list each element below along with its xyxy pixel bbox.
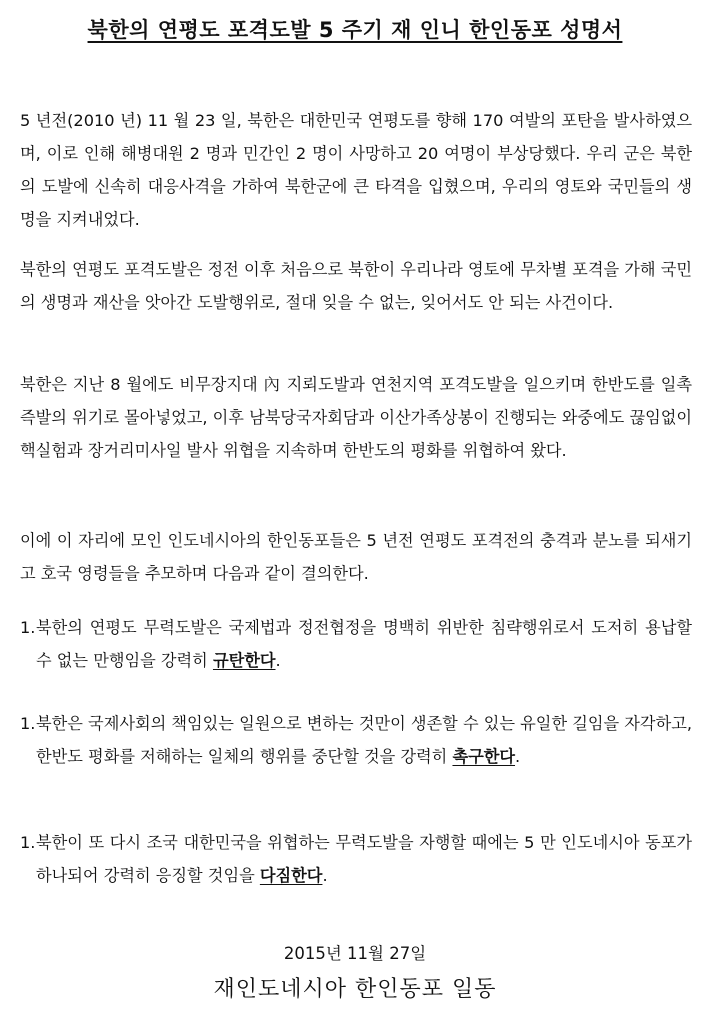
paragraph-3: 북한은 지난 8 월에도 비무장지대 內 지뢰도발과 연천지역 포격도발을 일으키며 한반도를 일촉즉발의 위기로 몰아넣었고, 이후 남북당국자회담과 이산가족상봉이 진행되는 와중에도 끊임없이 핵실험과 장거리미사일 발사 위협을 지속하며 한반도의 평화를 위협하여 왔다. — [20, 375, 692, 460]
resolution-2 — [20, 707, 692, 773]
paragraph-1: 5 년전(2010 년) 11 월 23 일, 북한은 대한민국 연평도를 향해 170 여발의 포탄을 발사하였으며, 이로 인해 해병대원 2 명과 민간인 2 명이 사망하고 20 여명이 부상당했다. 우리 군은 북한의 도발에 신속히 대응사격을 가하여 북한군에 큰 타격을 입혔으며, 우리의 영토와 국민들의 생명을 지켜내었다. — [20, 111, 692, 229]
statement-date: 2015년 11월 27일 — [283, 944, 427, 963]
resolution-1-number: 1. — [20, 618, 36, 637]
resolution-1-body — [20, 611, 692, 677]
resolution-1 — [20, 611, 692, 677]
signatory: 재인도네시아 한인동포 일동 — [213, 977, 497, 1002]
resolution-1-emphasis: 규탄한다 — [212, 651, 276, 670]
resolution-2-number: 1. — [20, 714, 36, 733]
resolution-1-end: . — [275, 651, 281, 670]
resolution-3-end: . — [322, 866, 328, 885]
document-title-text: 북한의 연평도 포격도발 5 주기 재 인니 한인동포 성명서 — [87, 18, 623, 42]
document-title — [0, 14, 710, 44]
resolution-2-text: 북한은 국제사회의 책임있는 일원으로 변하는 것만이 생존할 수 있는 유일한 길임을 자각하고, 한반도 평화를 저해하는 일체의 행위를 중단할 것을 강력히 — [36, 714, 692, 766]
paragraph-4: 이에 이 자리에 모인 인도네시아의 한인동포들은 5 년전 연평도 포격전의 충격과 분노를 되새기고 호국 영령들을 추모하며 다음과 같이 결의한다. — [20, 531, 692, 583]
resolution-3-body — [20, 826, 692, 892]
resolution-2-end: . — [515, 747, 521, 766]
resolution-3-number: 1. — [20, 833, 36, 852]
resolution-3-text: 북한이 또 다시 조국 대한민국을 위협하는 무력도발을 자행할 때에는 5 만 인도네시아 동포가 하나되어 강력히 응징할 것임을 — [36, 833, 692, 885]
resolution-3-emphasis: 다짐한다 — [259, 866, 323, 885]
paragraph-2: 북한의 연평도 포격도발은 정전 이후 처음으로 북한이 우리나라 영토에 무차별 포격을 가해 국민의 생명과 재산을 앗아간 도발행위로, 절대 잊을 수 없는, 잊어서도 안 되는 사건이다. — [20, 260, 692, 312]
resolution-1-text: 북한의 연평도 무력도발은 국제법과 정전협정을 명백히 위반한 침략행위로서 도저히 용납할 수 없는 만행임을 강력히 — [36, 618, 692, 670]
resolution-2-body — [20, 707, 692, 773]
resolution-3 — [20, 826, 692, 892]
resolution-2-emphasis: 촉구한다 — [452, 747, 516, 766]
